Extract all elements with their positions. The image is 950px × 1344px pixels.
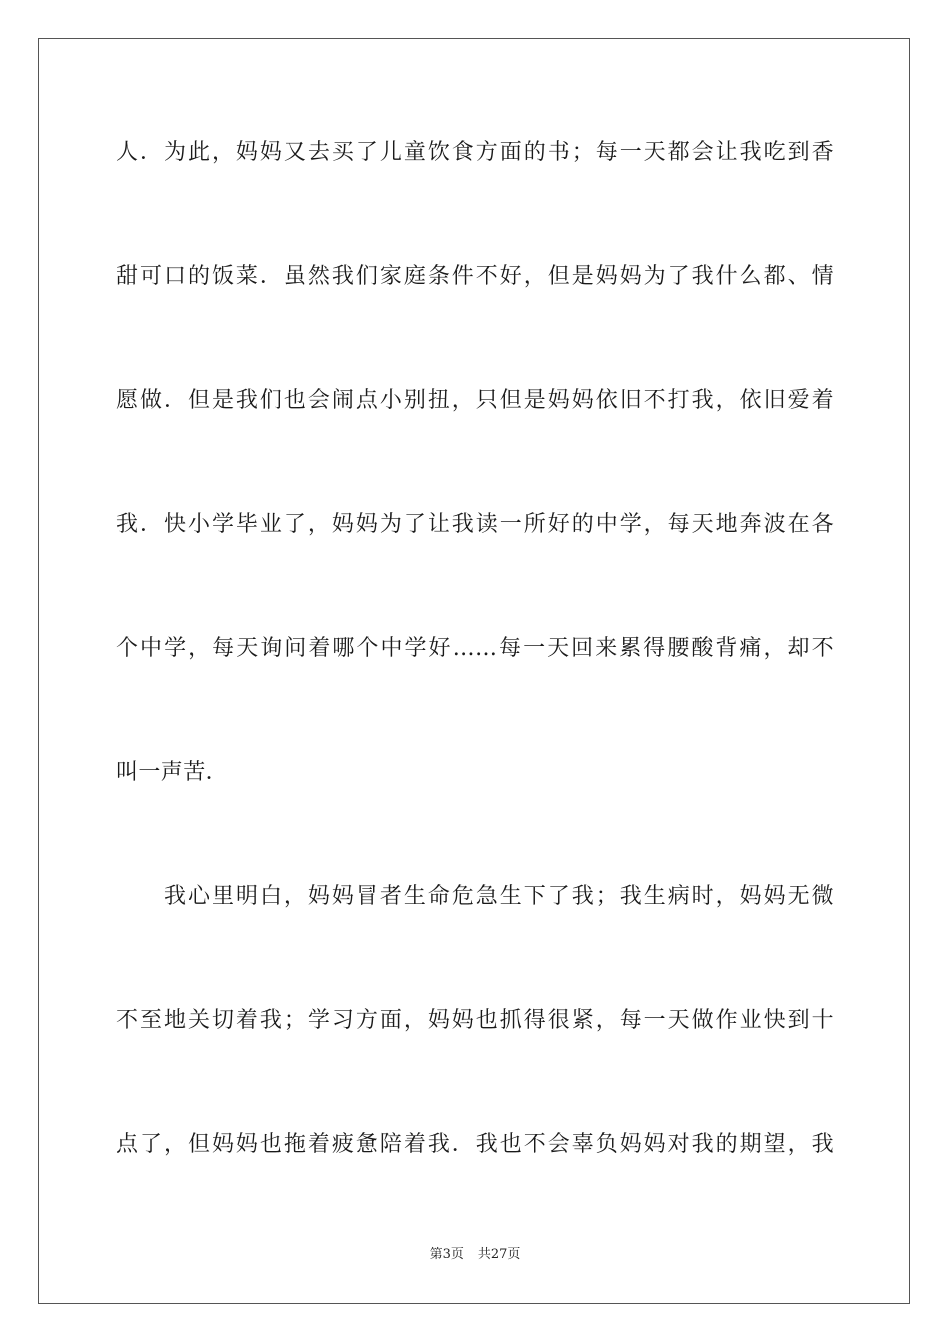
text-line-2: 甜可口的饭菜．虽然我们家庭条件不好，但是妈妈为了我什么都、情 — [116, 264, 834, 289]
paragraph-start-line: 我心里明白，妈妈冒者生命危急生下了我；我生病时，妈妈无微 — [164, 884, 834, 909]
total-pages: 共27页 — [477, 1247, 521, 1262]
text-line-8: 不至地关切着我；学习方面，妈妈也抓得很紧，每一天做作业快到十 — [116, 1008, 834, 1033]
text-line-5: 个中学，每天询问着哪个中学好……每一天回来累得腰酸背痛，却不 — [116, 636, 834, 661]
text-line-1: 人．为此，妈妈又去买了儿童饮食方面的书；每一天都会让我吃到香 — [116, 140, 834, 165]
text-line-9: 点了，但妈妈也拖着疲惫陪着我．我也不会辜负妈妈对我的期望，我 — [116, 1132, 834, 1157]
page-number: 第3页 — [429, 1247, 464, 1262]
text-line-6: 叫一声苦． — [116, 760, 229, 785]
text-line-3: 愿做．但是我们也会闹点小别扭，只但是妈妈依旧不打我，依旧爱着 — [116, 388, 834, 413]
page-footer — [0, 1246, 950, 1264]
text-line-4: 我．快小学毕业了，妈妈为了让我读一所好的中学，每天地奔波在各 — [116, 512, 834, 537]
page-border — [38, 38, 910, 1304]
